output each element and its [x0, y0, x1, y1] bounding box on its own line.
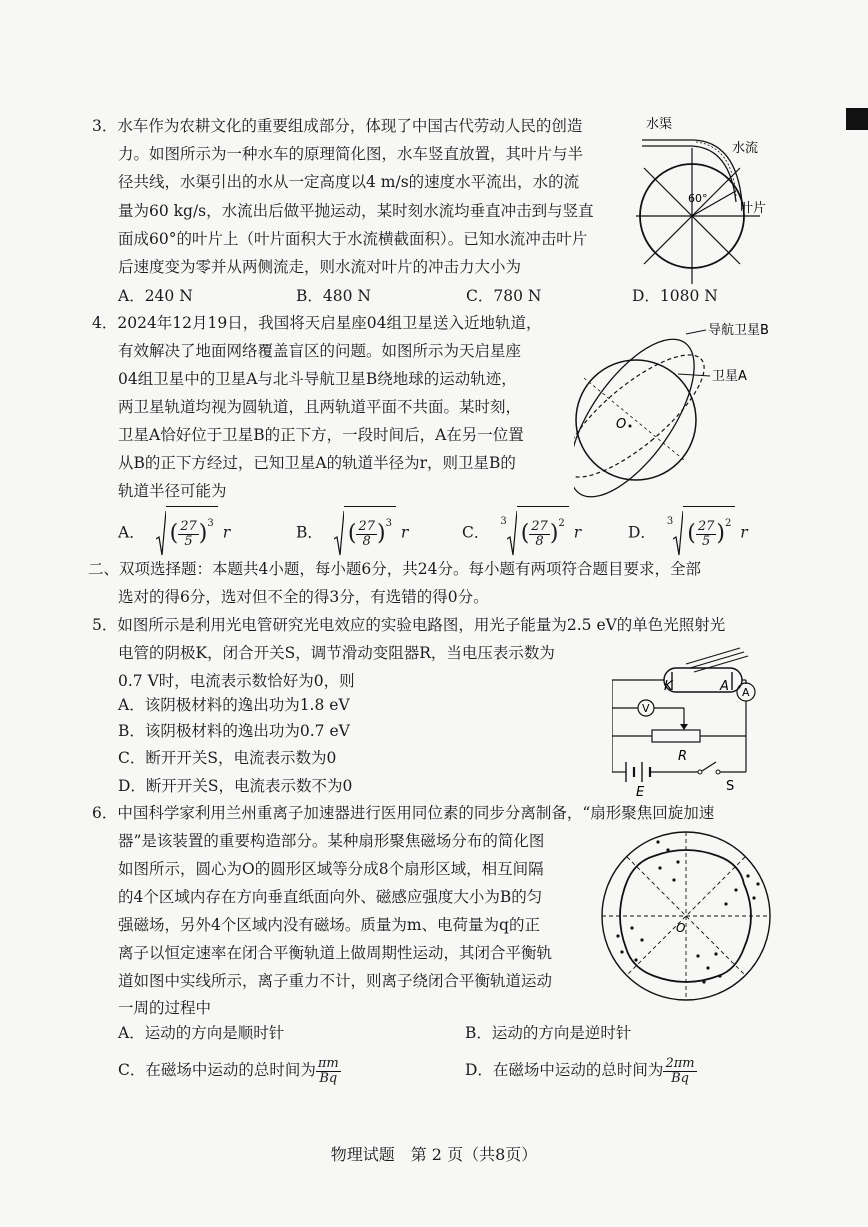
q4-option-d-index: 3 — [666, 515, 674, 527]
label-rheostat-r: R — [678, 749, 688, 764]
q3-option-d: D．1080 N — [632, 287, 718, 305]
q3-line-2: 力。如图所示为一种水车的原理简化图，水车竖直放置，其叶片与半 — [118, 145, 584, 163]
q4-option-d-num: 27 — [697, 518, 715, 534]
label-anode-a: A — [720, 679, 729, 694]
page-footer: 物理试题 第 2 页（共8页） — [330, 1145, 538, 1164]
q4-option-a-num: 27 — [180, 518, 197, 534]
label-blade: 叶片 — [740, 201, 767, 216]
q4-option-a-var: r — [222, 523, 231, 542]
q4-option-c-label: C． — [462, 523, 490, 542]
label-satellite-b: 导航卫星B — [708, 323, 769, 338]
q4-option-c-expr: $^3$ ( $\frac{27}{8}$ )$^2$ — [494, 506, 568, 561]
q6-option-c-den: Bq — [319, 1070, 338, 1086]
q3-line-3: 径共线，水渠引出的水从一定高度以4 m/s的速度水平流出，水的流 — [118, 173, 580, 191]
q4-option-d-power: 2 — [724, 518, 732, 529]
label-satellite-a: 卫星A — [712, 369, 747, 384]
label-channel: 水渠 — [646, 117, 673, 132]
q6-option-c — [118, 1050, 341, 1090]
q6-line-2: 器”是该装置的重要构造部分。某种扇形聚焦磁场分布的简化图 — [118, 832, 545, 850]
q4-option-b-den: 8 — [362, 533, 371, 549]
page-edge-tab — [846, 108, 868, 130]
q4-option-b-num: 27 — [358, 518, 375, 534]
q6-option-b: B．运动的方向是逆时针 — [465, 1024, 632, 1042]
q5-option-d: D．断开开关S，电流表示数不为0 — [118, 777, 353, 795]
label-flow: 水流 — [732, 141, 759, 156]
label-angle: 60° — [688, 192, 708, 205]
q4-line-1: 4．2024年12月19日，我国将天启星座04组卫星送入近地轨道， — [92, 314, 542, 332]
q4-line-5: 卫星A恰好位于卫星B的正下方，一段时间后，A在另一位置 — [118, 426, 524, 444]
q3-line-5: 面成60°的叶片上（叶片面积大于水流横截面积）。已知水流冲击叶片 — [118, 230, 588, 248]
q3-option-b: B．480 N — [296, 287, 371, 305]
q4-option-a-power: 3 — [207, 518, 214, 529]
q4-option-d-var: r — [740, 523, 748, 542]
q4-option-a-expr: ( $\frac{27}{5}$ )$^3$ — [150, 506, 218, 561]
q3-option-a: A．240 N — [118, 287, 193, 305]
q6-line-3: 如图所示，圆心为O的圆形区域等分成8个扇形区域，相互间隔 — [118, 860, 544, 878]
q3-line-1: 3．水车作为农耕文化的重要组成部分，体现了中国古代劳动人民的创造 — [92, 117, 583, 135]
q4-option-a-label: A． — [118, 523, 145, 542]
q6-option-d-den: Bq — [671, 1070, 689, 1086]
water-wheel-figure — [636, 112, 776, 284]
q5-option-c: C．断开开关S，电流表示数为0 — [118, 749, 337, 767]
q3-option-c: C．780 N — [466, 287, 542, 305]
q6-option-d-num: 2πm — [665, 1055, 695, 1071]
q4-option-c-var: r — [573, 523, 582, 542]
orbit-figure — [574, 318, 774, 508]
q3-line-6: 后速度变为零并从两侧流走，则水流对叶片的冲击力大小为 — [118, 258, 522, 276]
q5-option-a: A．该阴极材料的逸出功为1.8 eV — [118, 696, 350, 714]
label-voltmeter: V — [642, 702, 650, 715]
q4-option-c-index: 3 — [500, 515, 507, 527]
switch-icon — [702, 762, 716, 771]
section2-line-2: 选对的得6分，选对但不全的得3分，有选错的得0分。 — [118, 588, 489, 606]
q4-option-c — [462, 506, 581, 561]
q4-option-b-label: B． — [296, 523, 323, 542]
q4-line-4: 两卫星轨道均视为圆轨道，且两轨道平面不共面。某时刻， — [118, 398, 522, 416]
q4-option-a-den: 5 — [184, 533, 193, 549]
q4-option-b — [296, 506, 408, 561]
q6-option-a: A．运动的方向是顺时针 — [118, 1024, 285, 1042]
q5-line-2: 电管的阴极K，闭合开关S，调节滑动变阻器R，当电压表示数为 — [118, 644, 555, 662]
q4-option-d — [628, 506, 748, 561]
magnetic-field-dots — [616, 840, 759, 983]
q4-option-d-den: 5 — [701, 533, 711, 549]
q4-line-6: 从B的正下方经过，已知卫星A的轨道半径为r，则卫星B的 — [118, 454, 516, 472]
label-ammeter: A — [742, 686, 750, 699]
q6-option-c-num: πm — [317, 1055, 339, 1071]
label-center-o: O — [676, 921, 686, 935]
q4-option-d-expr: $^3$ ( $\frac{27}{5}$ )$^2$ — [661, 506, 735, 561]
label-center-o: O — [616, 417, 627, 432]
q6-option-d-text: D．在磁场中运动的总时间为 — [465, 1061, 664, 1079]
sector-focusing-figure — [598, 828, 774, 1004]
q5-option-b: B．该阴极材料的逸出功为0.7 eV — [118, 722, 350, 740]
q5-line-1: 5．如图所示是利用光电管研究光电效应的实验电路图，用光子能量为2.5 eV的单色光照射光 — [92, 616, 726, 634]
q6-line-6: 离子以恒定速率在闭合平衡轨道上做周期性运动，其闭合平衡轨 — [118, 944, 553, 962]
q6-line-5: 强磁场，另外4个区域内没有磁场。质量为m、电荷量为q的正 — [118, 916, 540, 934]
section2-line-1: 二、双项选择题：本题共4小题，每小题6分，共24分。每小题有两项符合题目要求，全部 — [88, 560, 701, 578]
q4-option-c-den: 8 — [535, 533, 544, 549]
q4-option-b-var: r — [400, 523, 409, 542]
q4-option-b-expr: ( $\frac{27}{8}$ )$^3$ — [328, 506, 396, 561]
q6-line-8: 一周的过程中 — [118, 999, 212, 1017]
q4-line-7: 轨道半径可能为 — [118, 482, 227, 500]
q4-option-a — [118, 506, 230, 561]
q6-line-1: 6．中国科学家利用兰州重离子加速器进行医用同位素的同步分离制备，“扇形聚焦回旋加速 — [92, 804, 715, 822]
q4-line-3: 04组卫星中的卫星A与北斗导航卫星B绕地球的运动轨迹， — [118, 370, 517, 388]
q6-line-4: 的4个区域内存在方向垂直纸面向外、磁感应强度大小为B的匀 — [118, 888, 543, 906]
q4-line-2: 有效解决了地面网络覆盖盲区的问题。如图所示为天启星座 — [118, 342, 522, 360]
q4-option-d-label: D． — [628, 523, 656, 542]
q5-line-3: 0.7 V时，电流表示数恰好为0，则 — [118, 672, 355, 690]
q4-option-b-power: 3 — [385, 518, 392, 529]
label-switch-s: S — [726, 779, 735, 794]
label-emf-e: E — [636, 785, 645, 798]
photoelectric-circuit-figure — [612, 646, 772, 798]
q6-option-c-text: C．在磁场中运动的总时间为 — [118, 1061, 316, 1079]
label-cathode-k: K — [664, 679, 673, 694]
q4-option-c-power: 2 — [558, 518, 565, 529]
rheostat-icon — [652, 730, 700, 742]
q6-line-7: 道如图中实线所示，离子重力不计，则离子绕闭合平衡轨道运动 — [118, 972, 553, 990]
q6-option-d — [465, 1050, 697, 1090]
q3-line-4: 量为60 kg/s，水流出后做平抛运动，某时刻水流均垂直冲击到与竖直 — [118, 202, 594, 220]
q4-option-c-num: 27 — [531, 518, 548, 534]
